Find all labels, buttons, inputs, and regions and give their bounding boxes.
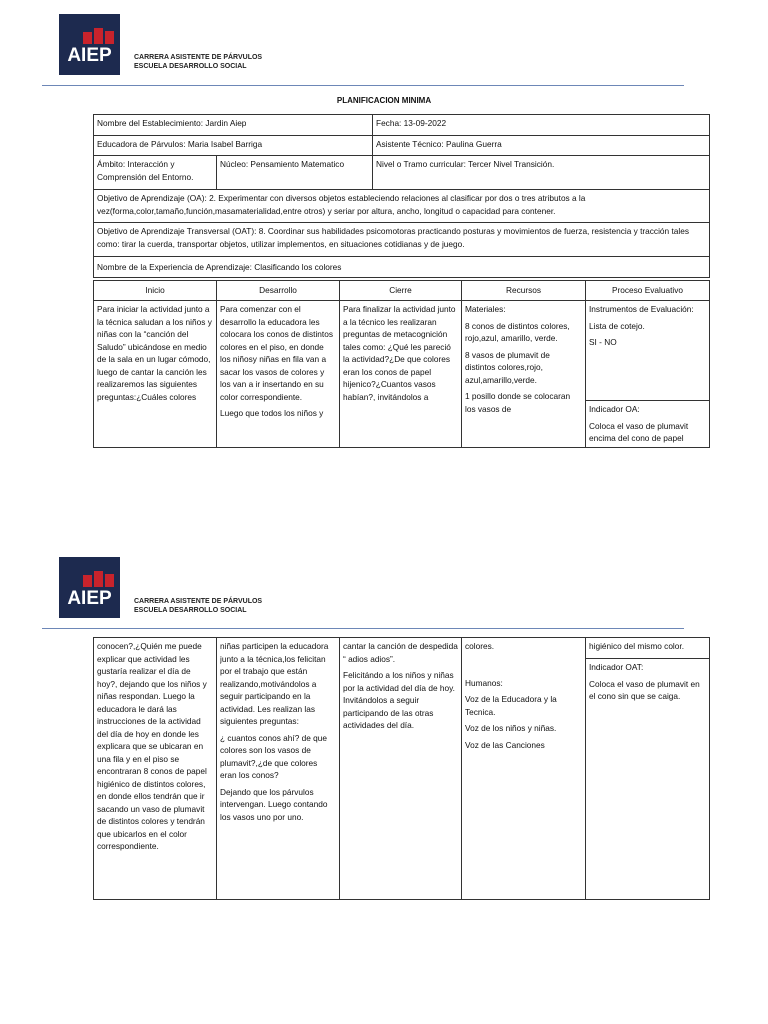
recursos-cell (462, 301, 586, 448)
eval-indicator (586, 401, 709, 447)
doc-title: PLANIFICACION MINIMA (336, 96, 432, 105)
oat-cell: Objetivo de Aprendizaje Transversal (OAT): 8. Coordinar sus habilidades psicomotoras practicando posturas y movimientos de fuerza, resistencia y tracción tales como: tirar la cuerda, transportar objetos, utilizar implementos, en situaciones cotidianas y de juego. (94, 223, 710, 257)
school-name: ESCUELA DESARROLLO SOCIAL (134, 607, 247, 614)
evaluativo-cell (586, 301, 710, 448)
eval-oat (586, 659, 709, 899)
recursos-text-p2-2: Humanos: (465, 677, 503, 688)
eval-text-p2-3: Coloca el vaso de plumavit en el cono sin que se caiga. (589, 678, 700, 701)
eval-text-4: Indicador OA: (589, 404, 640, 414)
cierre-cell (340, 301, 462, 448)
assistant-cell: Asistente Técnico: Paulina Guerra (373, 136, 710, 156)
col-header-recursos: Recursos (462, 281, 586, 301)
inicio-text-p2: conocen?,¿Quién me puede explicar que actividad les gustaría realizar el día de hoy?, dejando que los niños y niñas respondan. Luego la educadora le dará las instrucciones de la actividad del día de hoy en donde les explicara que se ubicaran en una fila y en el piso se encontraran 8 conos de papel higiénico de distintos colores, en donde ellos tendrán que ir sacando un vaso de plumavit de distintos colores y tendrán que ubicarlos en el color correspondiente. (97, 641, 207, 851)
col-header-evaluativo: Proceso Evaluativo (586, 281, 710, 301)
desarrollo-text-2: Luego que todos los niños y (220, 408, 324, 418)
desarrollo-text-p2-2: ¿ cuantos conos ahí? de que colores son los vasos de plumavit?,¿de que colores eran los conos? (220, 732, 328, 780)
eval-text-2: Lista de cotejo. (589, 320, 645, 331)
eval-text-1: Instrumentos de Evaluación: (589, 304, 694, 314)
header-divider (42, 85, 684, 86)
recursos-text-p2-4: Voz de los niños y niñas. (465, 723, 557, 733)
inicio-cell (94, 301, 217, 448)
activity-table-page2 (93, 637, 710, 900)
col-header-desarrollo: Desarrollo (217, 281, 340, 301)
nucleo-cell: Núcleo: Pensamiento Matematico (217, 156, 373, 190)
cierre-text-p2-2: Felicitándo a los niños y niñas por la actividad del día de hoy. Invitándolos a seguir participando de las otras actividades del día. (343, 670, 455, 730)
header-brand (134, 53, 262, 71)
recursos-text-1: Materiales: (465, 304, 506, 314)
col-header-inicio: Inicio (94, 281, 217, 301)
career-name: CARRERA ASISTENTE DE PÁRVULOS (134, 598, 263, 605)
recursos-text-p2-5: Voz de las Canciones (465, 739, 545, 750)
cierre-text: Para finalizar la actividad junto a la técnico les realizaran preguntas de metacognición tales como: ¿Qué les pareció la actividad?¿De que colores eran los conos de papel hijenico?¿Cuantos vasos habían?, invitándolos a (343, 304, 456, 402)
educator-cell: Educadora de Párvulos: Maria Isabel Barriga (94, 136, 373, 156)
eval-text-3: SI - NO (589, 337, 617, 347)
planning-table (93, 114, 710, 278)
desarrollo-text-p2-3: Dejando que los párvulos intervengan. Luego contando los vasos uno por uno. (220, 786, 328, 822)
eval-text-p2-2: Indicador OAT: (589, 662, 644, 672)
inicio-cell-p2 (94, 638, 217, 900)
desarrollo-text-1: Para comenzar con el desarrollo la educadora les colocara los conos de distintos colores en el piso, en donde los niñosy niñas en fila van a sacar los vasos de colores y los van a ir insertando en su color correspondiente. (220, 304, 333, 402)
eval-text-p2-1: higiénico del mismo color. (589, 641, 684, 651)
ambito-cell: Ámbito: Interacción y Comprensión del Entorno. (94, 156, 217, 190)
recursos-text-p2-3: Voz de la Educadora y la Tecnica. (465, 694, 557, 717)
evaluativo-cell-p2 (586, 638, 710, 900)
establishment-cell: Nombre del Establecimiento: Jardin Aiep (94, 115, 373, 136)
recursos-text-4: 1 posillo donde se colocaran los vasos de (465, 391, 571, 414)
cierre-text-p2-1: cantar la canción de despedida “ adios adios”. (343, 641, 458, 664)
inicio-text: Para iniciar la actividad junto a la técnica saludan a los niños y niñas con la “canción del Saludo” ubicándose en medio de la sala en un lugar cómodo, luego de cantar la canción les realizaremos las siguientes preguntas:¿Cuáles colores (97, 304, 212, 402)
activity-table-page1 (93, 280, 710, 448)
eval-text-5: Coloca el vaso de plumavit encima del cono de papel (589, 420, 689, 443)
recursos-text-3: 8 vasos de plumavit de distintos colores,rojo, azul,amarillo,verde. (465, 349, 550, 385)
desarrollo-cell (217, 301, 340, 448)
eval-cont (586, 638, 709, 659)
desarrollo-text-p2-1: niñas participen la educadora junto a la técnica,los felicitan por el trabajo que están realizando,motivándolos a seguir participando en la actividad. Les realizan las siguientes preguntas: (220, 641, 329, 726)
oa-cell: Objetivo de Aprendizaje (OA): 2. Experimentar con diversos objetos estableciendo relaciones al clasificar por dos o tres atributos a la vez(forma,color,tamaño,función,masamaterialidad,entre otros) y seriar por altura, ancho, longitud o capacidad para contener. (94, 190, 710, 223)
recursos-text-p2-1: colores. (465, 641, 495, 651)
career-name: CARRERA ASISTENTE DE PÁRVULOS (134, 54, 263, 61)
date-cell: Fecha: 13-09-2022 (373, 115, 710, 136)
experience-cell: Nombre de la Experiencia de Aprendizaje: Clasificando los colores (94, 257, 710, 278)
nivel-cell: Nivel o Tramo curricular: Tercer Nivel Transición. (373, 156, 710, 190)
aiep-logo-page2: AIEP (59, 557, 120, 618)
header-divider-page2 (42, 628, 684, 629)
col-header-cierre: Cierre (340, 281, 462, 301)
aiep-logo: AIEP (59, 14, 120, 75)
desarrollo-cell-p2 (217, 638, 340, 900)
recursos-cell-p2 (462, 638, 586, 900)
eval-instruments (586, 301, 709, 401)
cierre-cell-p2 (340, 638, 462, 900)
header-brand-page2 (134, 597, 262, 615)
recursos-text-2: 8 conos de distintos colores, rojo,azul, amarillo, verde. (465, 320, 570, 343)
school-name: ESCUELA DESARROLLO SOCIAL (134, 63, 247, 70)
